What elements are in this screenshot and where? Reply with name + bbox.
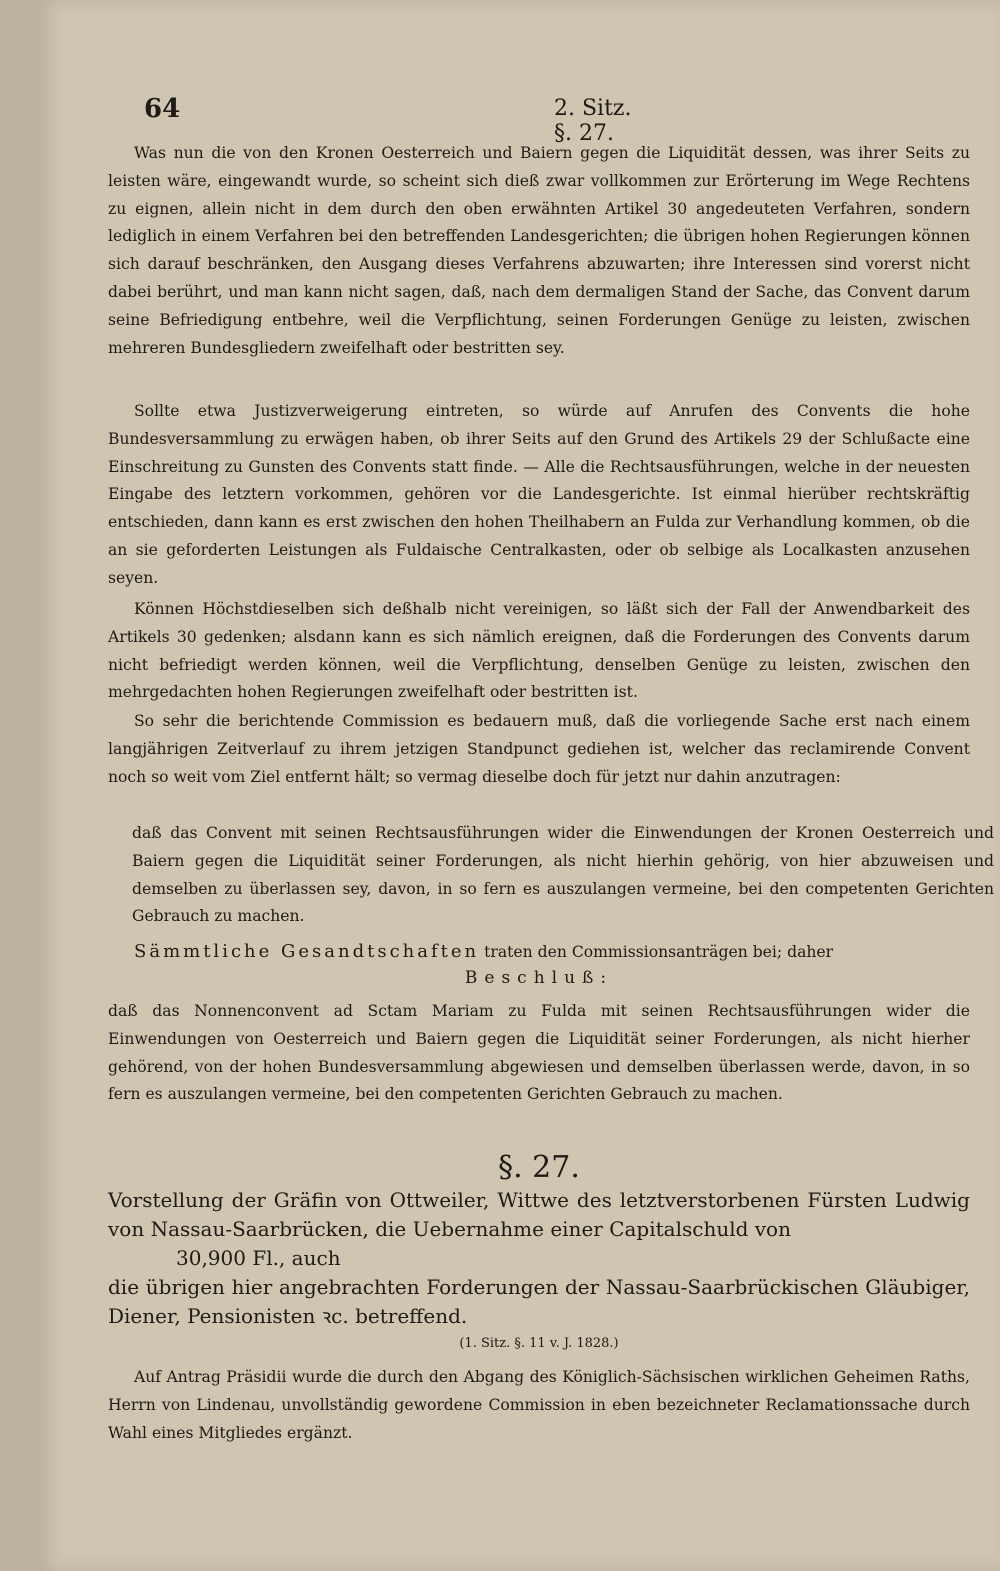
- page-header: [108, 94, 638, 146]
- section-number: §. 27.: [498, 1150, 580, 1185]
- paragraph-liquidity: Was nun die von den Kronen Oesterreich und Baiern gegen die Liquidität dessen, was ihrer Seits zu leisten wäre, eingewandt wurde, so scheint sich dieß zwar vollkommen zur Erörterung im Wege Rechtens zu eignen, allein nicht in dem durch den oben erwähnten Artikel 30 angedeuteten Verfahren, sondern lediglich in einem Verfahren bei den betreffenden Landesgerichten; die übrigen hohen Regierungen können sich darauf beschränken, den Ausgang dieses Verfahrens abzuwarten; ihre Interessen sind vorerst nicht dabei berührt, und man kann nicht sagen, daß, nach dem dermaligen Stand der Sache, das Convent darum seine Befriedigung entbehre, weil die Verpflichtung, seinen Forderungen Genüge zu leisten, zwischen mehreren Bundesgliedern zweifelhaft oder bestritten sey.: [108, 144, 970, 357]
- section-heading-line1: Vorstellung der Gräfin von Ottweiler, Wittwe des letztverstorbenen Fürsten Ludwig von Nassau-Saarbrücken, die Uebernahme einer Capitalschuld von: [108, 1188, 970, 1241]
- paragraph-article-30: Können Höchstdieselben sich deßhalb nicht vereinigen, so läßt sich der Fall der Anwendbarkeit des Artikels 30 gedenken; alsdann kann es sich nämlich ereignen, daß die Forderungen des Convents darum nicht befriedigt werden können, weil die Verpflichtung, denselben Genüge zu leisten, zwischen den mehrgedachten hohen Regierungen zweifelhaft oder bestritten ist.: [108, 600, 970, 702]
- paragraph-legations-agree: [108, 938, 970, 967]
- section-heading-line3: die übrigen hier angebrachten Forderungen der Nassau-Saarbrückischen Gläubiger, Diener, Pensionisten ꝛc. betreffend.: [108, 1275, 970, 1328]
- paragraph-commission-motion: daß das Convent mit seinen Rechtsausführungen wider die Einwendungen der Kronen Oesterreich und Baiern gegen die Liquidität seiner Forderungen, als nicht hierhin gehörig, von hier abzuweisen und demselben zu überlassen sey, davon, in so fern es auszulangen vermeine, bei den competenten Gerichten Gebrauch zu machen.: [132, 824, 994, 926]
- paragraph-commission-completion: Auf Antrag Präsidii wurde die durch den Abgang des Königlich-Sächsischen wirklichen Geheimen Raths, Herrn von Lindenau, unvollständig gewordene Commission in eben bezeichneter Reclamationssache durch Wahl eines Mitgliedes ergänzt.: [108, 1368, 970, 1442]
- paragraph-resolution: daß das Nonnenconvent ad Sctam Mariam zu Fulda mit seinen Rechtsausführungen wider die Einwendungen von Oesterreich und Baiern gegen die Liquidität seiner Forderungen, als nicht hierher gehörend, von der hohen Bundesversammlung abgewiesen und demselben überlassen werde, davon, in so fern es auszulangen vermeine, bei den competenten Gerichten Gebrauch zu machen.: [108, 1002, 970, 1104]
- page-number: 64: [144, 94, 181, 124]
- legations-spaced-text: Sämmtliche Gesandtschaften: [134, 941, 480, 962]
- paragraph-commission-regret: So sehr die berichtende Commission es bedauern muß, daß die vorliegende Sache erst nach einem langjährigen Zeitverlauf zu ihrem jetzigen Standpunct gediehen ist, welcher das reclamirende Convent noch so weit vom Ziel entfernt hält; so vermag dieselbe doch für jetzt nur dahin anzutragen:: [108, 712, 970, 786]
- section-heading-line2: 30,900 Fl., auch: [176, 1246, 341, 1270]
- paragraph-justice-refusal: Sollte etwa Justizverweigerung eintreten, so würde auf Anrufen des Convents die hohe Bundesversammlung zu erwägen haben, ob ihrer Seits auf den Grund des Artikels 29 der Schlußacte eine Einschreitung zu Gunsten des Convents statt finde. — Alle die Rechtsausführungen, welche in der neuesten Eingabe des letztern vorkommen, gehören vor die Landesgerichte. Ist einmal hierüber rechtskräftig entschieden, dann kann es erst zwischen den hohen Theilhabern an Fulda zur Verhandlung kommen, ob die an sie geforderten Leistungen als Fuldaische Centralkasten, oder ob selbige als Localkasten anzusehen seyen.: [108, 402, 970, 587]
- legations-rest-text: traten den Commissionsanträgen bei; daher: [479, 943, 834, 961]
- section-heading: [108, 1186, 970, 1331]
- running-head: 2. Sitz. §. 27.: [554, 96, 632, 146]
- session-reference: (1. Sitz. §. 11 v. J. 1828.): [459, 1336, 619, 1351]
- resolution-heading: Beschluß:: [464, 968, 614, 988]
